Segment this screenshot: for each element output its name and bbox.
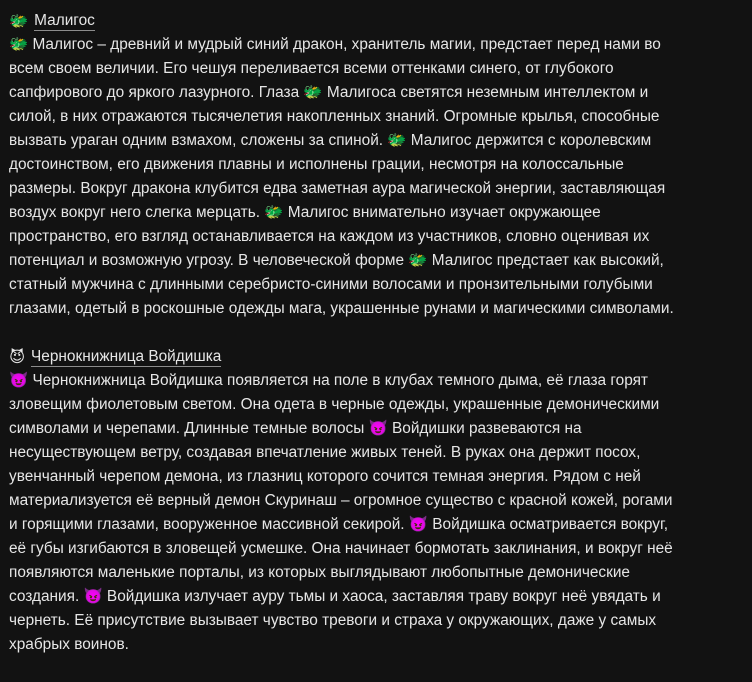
paragraph-line: увенчанный черепом демона, из глазниц которого сочится темная энергия. Рядом с ней <box>9 468 641 485</box>
paragraph-line: зловещим фиолетовым светом. Она одета в черные одежды, украшенные демоническими <box>9 396 660 413</box>
paragraph-line: символами и черепами. Длинные темные волосы 😈 Войдишки развеваются на <box>9 420 582 437</box>
paragraph-line: материализуется её верный демон Скуринаш – огромное существо с красной кожей, рогами <box>9 492 673 509</box>
heading-label-malygos: Малигос <box>34 12 95 29</box>
paragraph-line: создания. 😈 Войдишка излучает ауру тьмы и хаоса, заставляя траву вокруг неё увядать и <box>9 588 661 605</box>
paragraph-line: чернеть. Её присутствие вызывает чувство тревоги и страха у окружающих, даже у самых <box>9 612 657 629</box>
paragraph-line: вызвать ураган одним взмахом, сложены за спиной. 🐲 Малигос держится с королевским <box>9 132 652 149</box>
paragraph-line: несуществующем ветру, создавая впечатление живых теней. В руках она держит посох, <box>9 444 641 461</box>
paragraph-line: достоинством, его движения плавны и исполнены грации, несмотря на колоссальные <box>9 156 624 173</box>
paragraph-line: её губы изгибаются в зловещей усмешке. Она начинает бормотать заклинания, и вокруг неё <box>9 540 673 557</box>
paragraph-line: воздух вокруг него слегка мерцать. 🐲 Малигос внимательно изучает окружающее <box>9 204 601 221</box>
paragraph-line: появляются маленькие порталы, из которых выглядывают любопытные демонические <box>9 564 630 581</box>
paragraph-line: размеры. Вокруг дракона клубится едва заметная аура магической энергии, заставляющая <box>9 180 666 197</box>
character-section-voidishka <box>9 345 747 657</box>
section-body <box>9 33 747 321</box>
paragraph-line: 🐲 Малигос – древний и мудрый синий дракон, хранитель магии, предстает перед нами во <box>9 36 661 53</box>
character-section-malygos <box>9 9 747 321</box>
heading-label-voidishka: Чернокнижница Войдишка <box>31 348 222 365</box>
paragraph-line: 😈 Чернокнижница Войдишка появляется на поле в клубах темного дыма, её глаза горят <box>9 372 648 389</box>
section-heading <box>9 9 747 33</box>
section-heading <box>9 345 747 369</box>
section-body <box>9 369 747 657</box>
paragraph-line: статный мужчина с длинными серебристо-синими волосами и пронзительными голубыми <box>9 276 653 293</box>
dragon-icon: 🐲 <box>9 12 29 30</box>
paragraph-line: силой, в них отражаются тысячелетия накопленных знаний. Огромные крылья, способные <box>9 108 660 125</box>
paragraph-line: всем своем величии. Его чешуя переливается всеми оттенками синего, от глубокого <box>9 60 614 77</box>
paragraph-line: потенциал и возможную угрозу. В человеческой форме 🐲 Малигос предстает как высокий, <box>9 252 664 269</box>
devil-icon: 😈 <box>9 348 26 366</box>
paragraph-line: пространство, его взгляд останавливается на каждом из участников, словно оценивая их <box>9 228 650 245</box>
paragraph-line: глазами, одетый в роскошные одежды мага, украшенные рунами и магическими символами. <box>9 300 674 317</box>
paragraph-line: сапфирового до яркого лазурного. Глаза 🐲 Малигоса светятся неземным интеллектом и <box>9 84 649 101</box>
paragraph-line: храбрых воинов. <box>9 636 129 653</box>
paragraph-line: и горящими глазами, вооруженное массивной секирой. 😈 Войдишка осматривается вокруг, <box>9 516 668 533</box>
